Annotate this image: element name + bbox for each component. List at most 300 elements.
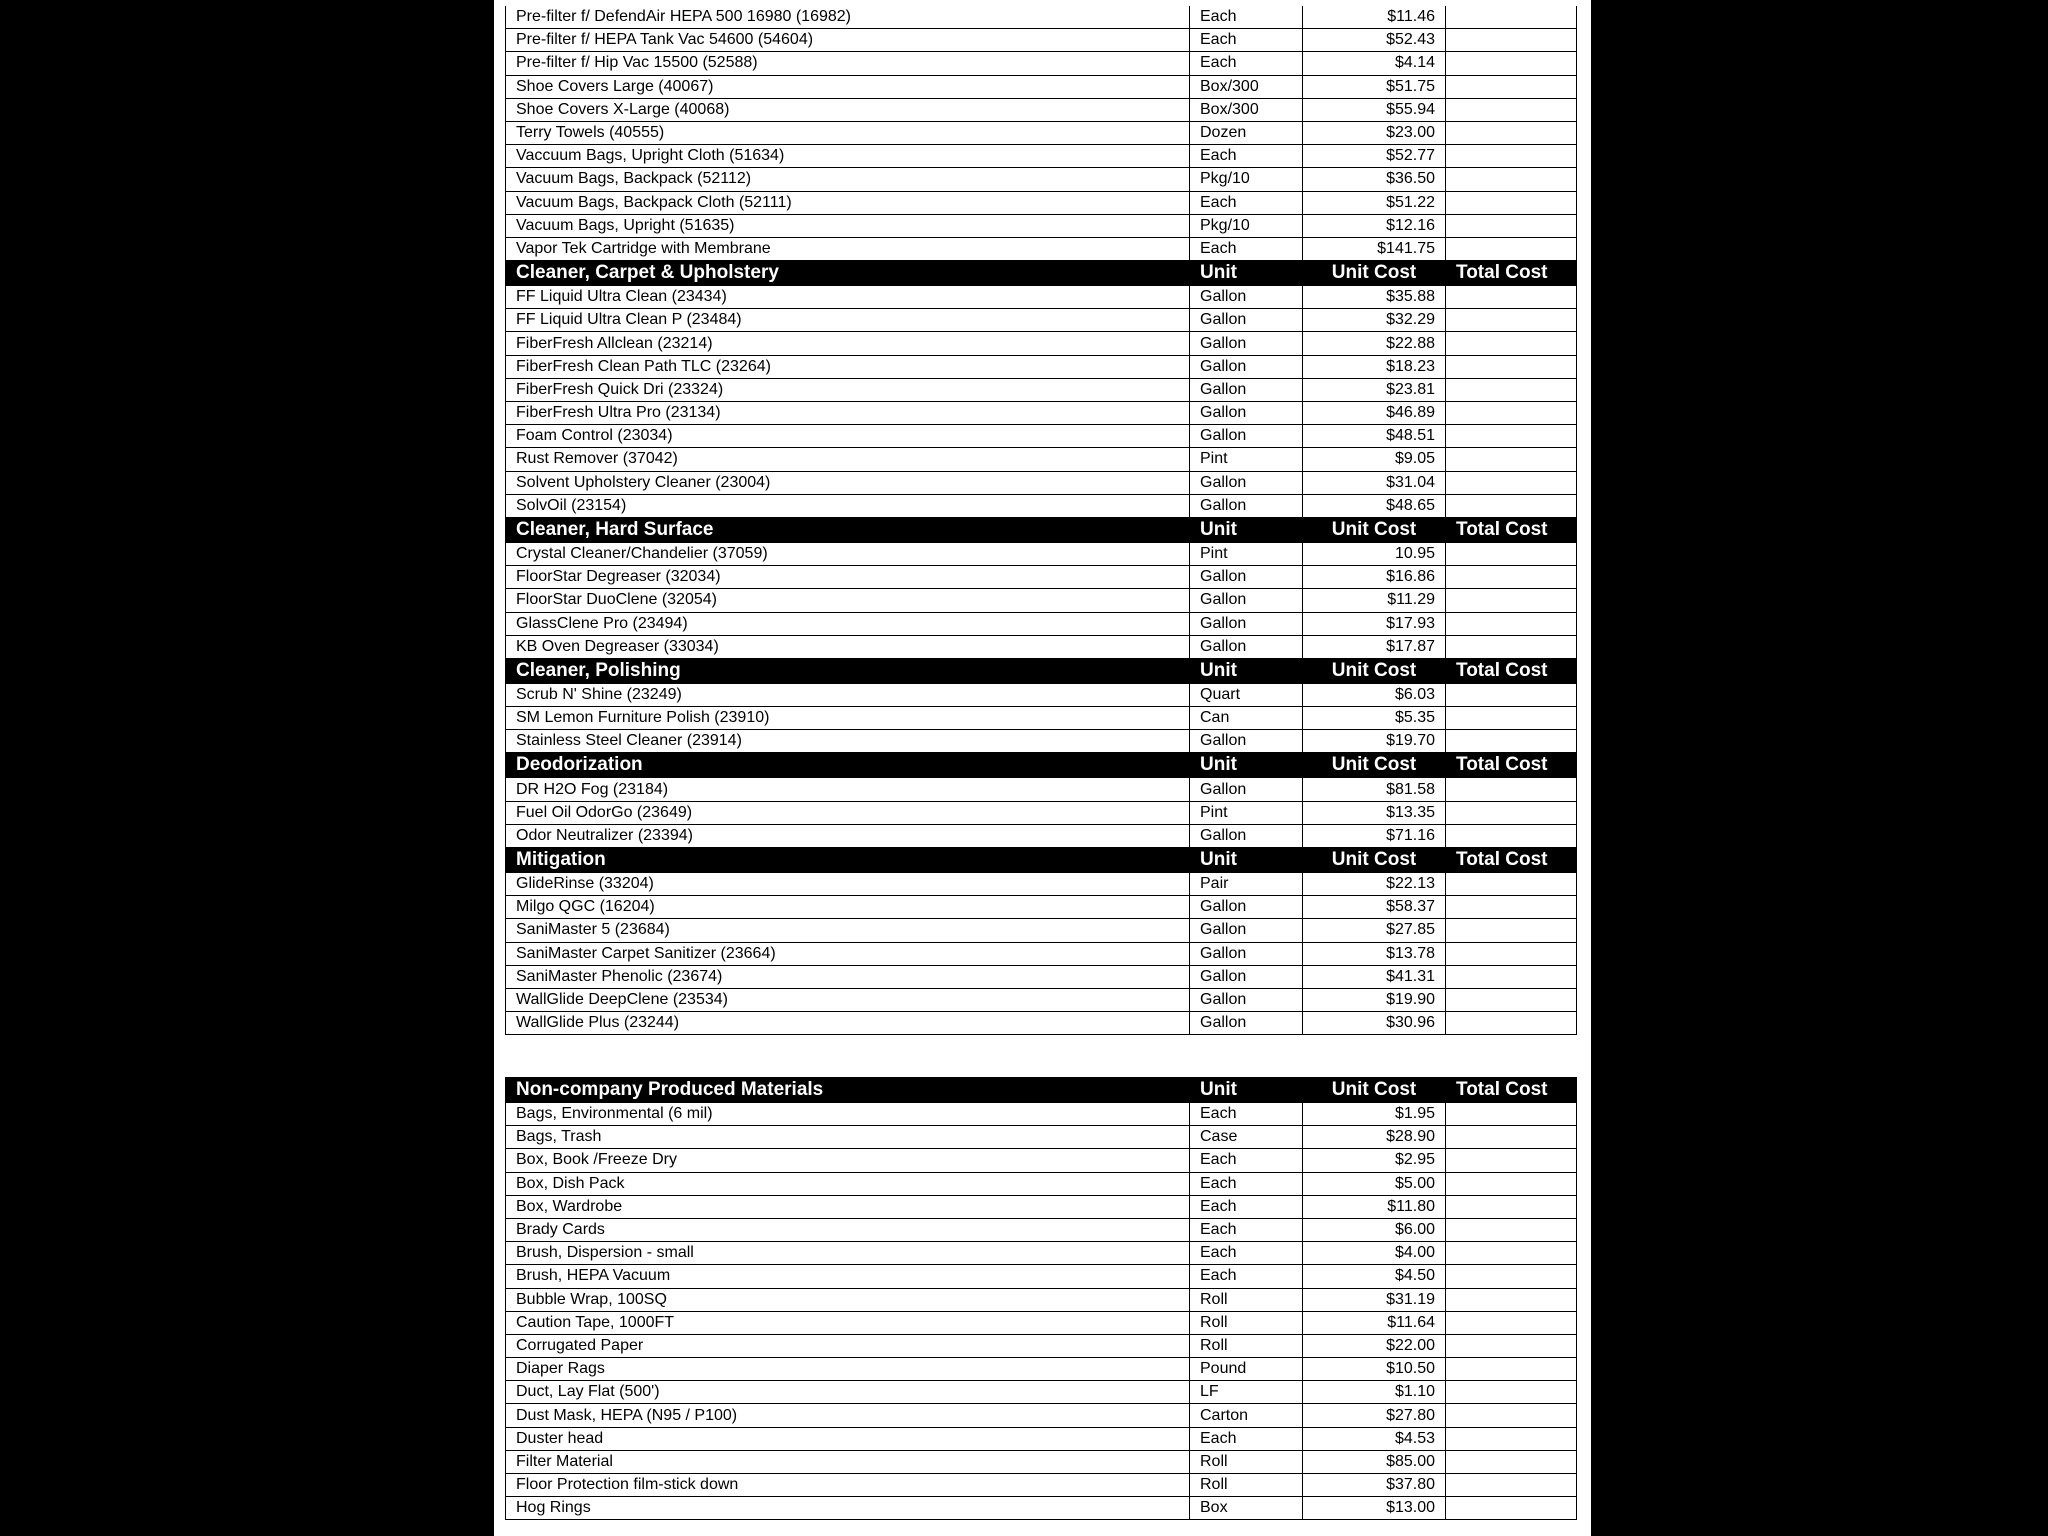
unit-cell: Gallon — [1190, 425, 1303, 448]
item-name-cell: Rust Remover (37042) — [506, 448, 1190, 471]
total-cost-cell — [1446, 988, 1577, 1011]
unit-cost-cell: $9.05 — [1303, 448, 1446, 471]
table-row — [506, 145, 1577, 168]
item-name-cell: DR H2O Fog (23184) — [506, 778, 1190, 801]
unit-cost-cell: $17.87 — [1303, 635, 1446, 658]
total-cost-column-header: Total Cost — [1446, 517, 1577, 542]
total-cost-cell — [1446, 1497, 1577, 1520]
unit-cost-cell: $5.35 — [1303, 707, 1446, 730]
section-header-row — [506, 848, 1577, 873]
total-cost-cell — [1446, 402, 1577, 425]
table-row — [506, 1012, 1577, 1035]
table-row — [506, 402, 1577, 425]
total-cost-cell — [1446, 1427, 1577, 1450]
unit-cell: Pint — [1190, 542, 1303, 565]
section-header-row — [506, 517, 1577, 542]
unit-cost-cell: $27.85 — [1303, 919, 1446, 942]
unit-cost-cell: $13.78 — [1303, 942, 1446, 965]
item-name-cell: Vacuum Bags, Backpack (52112) — [506, 168, 1190, 191]
total-cost-cell — [1446, 214, 1577, 237]
unit-cost-cell: $4.14 — [1303, 52, 1446, 75]
total-cost-cell — [1446, 542, 1577, 565]
table-row — [506, 566, 1577, 589]
unit-cell: Gallon — [1190, 635, 1303, 658]
total-cost-cell — [1446, 237, 1577, 260]
unit-cost-cell: $51.75 — [1303, 75, 1446, 98]
unit-cost-cell: $52.43 — [1303, 29, 1446, 52]
item-name-cell: Pre-filter f/ Hip Vac 15500 (52588) — [506, 52, 1190, 75]
total-cost-cell — [1446, 332, 1577, 355]
total-cost-cell — [1446, 1334, 1577, 1357]
unit-cost-cell: $22.00 — [1303, 1334, 1446, 1357]
unit-cell: Pkg/10 — [1190, 214, 1303, 237]
item-name-cell: Box, Dish Pack — [506, 1172, 1190, 1195]
unit-cell: Each — [1190, 29, 1303, 52]
unit-cost-cell: $10.50 — [1303, 1358, 1446, 1381]
unit-cost-cell: $141.75 — [1303, 237, 1446, 260]
unit-cost-column-header: Unit Cost — [1303, 848, 1446, 873]
table-row — [506, 1149, 1577, 1172]
total-cost-cell — [1446, 378, 1577, 401]
table-row — [506, 1427, 1577, 1450]
total-cost-cell — [1446, 896, 1577, 919]
total-cost-cell — [1446, 29, 1577, 52]
total-cost-cell — [1446, 942, 1577, 965]
table-row — [506, 801, 1577, 824]
total-cost-column-header: Total Cost — [1446, 848, 1577, 873]
table-row — [506, 919, 1577, 942]
total-cost-cell — [1446, 425, 1577, 448]
total-cost-cell — [1446, 145, 1577, 168]
table-row — [506, 286, 1577, 309]
total-cost-cell — [1446, 1288, 1577, 1311]
table-row — [506, 1195, 1577, 1218]
total-cost-cell — [1446, 6, 1577, 29]
table-row — [506, 1450, 1577, 1473]
unit-cell: Gallon — [1190, 824, 1303, 847]
table-row — [506, 1381, 1577, 1404]
item-name-cell: SaniMaster Phenolic (23674) — [506, 965, 1190, 988]
unit-cost-cell: $55.94 — [1303, 98, 1446, 121]
unit-cell: Each — [1190, 52, 1303, 75]
table-row — [506, 168, 1577, 191]
item-name-cell: Duster head — [506, 1427, 1190, 1450]
item-name-cell: Box, Book /Freeze Dry — [506, 1149, 1190, 1172]
total-cost-cell — [1446, 448, 1577, 471]
item-name-cell: Foam Control (23034) — [506, 425, 1190, 448]
total-cost-cell — [1446, 1218, 1577, 1241]
unit-cell: Gallon — [1190, 1012, 1303, 1035]
item-name-cell: Vapor Tek Cartridge with Membrane — [506, 237, 1190, 260]
unit-cost-cell: $12.16 — [1303, 214, 1446, 237]
unit-cost-cell: $16.86 — [1303, 566, 1446, 589]
table-row — [506, 6, 1577, 29]
unit-cost-cell: $11.46 — [1303, 6, 1446, 29]
item-name-cell: Caution Tape, 1000FT — [506, 1311, 1190, 1334]
table-row — [506, 214, 1577, 237]
unit-column-header: Unit — [1190, 753, 1303, 778]
table-row — [506, 378, 1577, 401]
item-name-cell: Pre-filter f/ DefendAir HEPA 500 16980 (16982) — [506, 6, 1190, 29]
unit-cell: Gallon — [1190, 309, 1303, 332]
item-name-cell: Brady Cards — [506, 1218, 1190, 1241]
table-row — [506, 332, 1577, 355]
unit-column-header: Unit — [1190, 1078, 1303, 1103]
total-cost-cell — [1446, 1012, 1577, 1035]
unit-cost-cell: $4.00 — [1303, 1242, 1446, 1265]
unit-cell: Each — [1190, 191, 1303, 214]
item-name-cell: WallGlide Plus (23244) — [506, 1012, 1190, 1035]
total-cost-cell — [1446, 683, 1577, 706]
table-row — [506, 355, 1577, 378]
table-row — [506, 612, 1577, 635]
total-cost-cell — [1446, 1103, 1577, 1126]
item-name-cell: FF Liquid Ultra Clean (23434) — [506, 286, 1190, 309]
unit-cell: Gallon — [1190, 730, 1303, 753]
unit-cell: Gallon — [1190, 612, 1303, 635]
total-cost-cell — [1446, 309, 1577, 332]
item-name-cell: FiberFresh Ultra Pro (23134) — [506, 402, 1190, 425]
table-row — [506, 1103, 1577, 1126]
item-name-cell: SolvOil (23154) — [506, 494, 1190, 517]
total-cost-cell — [1446, 965, 1577, 988]
item-name-cell: Solvent Upholstery Cleaner (23004) — [506, 471, 1190, 494]
unit-cost-column-header: Unit Cost — [1303, 658, 1446, 683]
total-cost-cell — [1446, 1450, 1577, 1473]
item-name-cell: FloorStar DuoClene (32054) — [506, 589, 1190, 612]
table-row — [506, 896, 1577, 919]
unit-cost-cell: $48.51 — [1303, 425, 1446, 448]
section-title: Cleaner, Polishing — [506, 658, 1190, 683]
unit-cost-cell: $5.00 — [1303, 1172, 1446, 1195]
item-name-cell: Bubble Wrap, 100SQ — [506, 1288, 1190, 1311]
item-name-cell: Brush, Dispersion - small — [506, 1242, 1190, 1265]
item-name-cell: Terry Towels (40555) — [506, 121, 1190, 144]
unit-cost-cell: $31.19 — [1303, 1288, 1446, 1311]
table-row — [506, 988, 1577, 1011]
unit-cell: Pint — [1190, 801, 1303, 824]
unit-cell: Gallon — [1190, 402, 1303, 425]
total-cost-cell — [1446, 707, 1577, 730]
unit-cost-cell: $13.35 — [1303, 801, 1446, 824]
unit-cell: Each — [1190, 237, 1303, 260]
table-row — [506, 425, 1577, 448]
total-cost-cell — [1446, 589, 1577, 612]
total-cost-cell — [1446, 566, 1577, 589]
item-name-cell: SaniMaster Carpet Sanitizer (23664) — [506, 942, 1190, 965]
unit-cell: Gallon — [1190, 332, 1303, 355]
unit-cell: Each — [1190, 1149, 1303, 1172]
unit-cost-cell: $2.95 — [1303, 1149, 1446, 1172]
item-name-cell: Shoe Covers X-Large (40068) — [506, 98, 1190, 121]
total-cost-cell — [1446, 121, 1577, 144]
table-row — [506, 75, 1577, 98]
unit-cost-cell: $51.22 — [1303, 191, 1446, 214]
section-title: Non-company Produced Materials — [506, 1078, 1190, 1103]
item-name-cell: Bags, Trash — [506, 1126, 1190, 1149]
table-row — [506, 1311, 1577, 1334]
total-cost-column-header: Total Cost — [1446, 261, 1577, 286]
table-row — [506, 730, 1577, 753]
item-name-cell: Stainless Steel Cleaner (23914) — [506, 730, 1190, 753]
total-cost-column-header: Total Cost — [1446, 658, 1577, 683]
unit-cost-cell: $4.53 — [1303, 1427, 1446, 1450]
unit-cell: Roll — [1190, 1474, 1303, 1497]
total-cost-cell — [1446, 1474, 1577, 1497]
table-row — [506, 98, 1577, 121]
unit-cost-cell: $52.77 — [1303, 145, 1446, 168]
unit-column-header: Unit — [1190, 517, 1303, 542]
table-row — [506, 683, 1577, 706]
unit-cell: Roll — [1190, 1450, 1303, 1473]
unit-cell: Gallon — [1190, 919, 1303, 942]
unit-cost-cell: $30.96 — [1303, 1012, 1446, 1035]
item-name-cell: Pre-filter f/ HEPA Tank Vac 54600 (54604) — [506, 29, 1190, 52]
table-row — [506, 542, 1577, 565]
table-row — [506, 1497, 1577, 1520]
price-table-non-company-materials — [505, 1077, 1577, 1520]
table-row — [506, 1334, 1577, 1357]
table-row — [506, 824, 1577, 847]
unit-cost-cell: $1.10 — [1303, 1381, 1446, 1404]
unit-cost-cell: $23.81 — [1303, 378, 1446, 401]
item-name-cell: FloorStar Degreaser (32034) — [506, 566, 1190, 589]
item-name-cell: FF Liquid Ultra Clean P (23484) — [506, 309, 1190, 332]
total-cost-cell — [1446, 1265, 1577, 1288]
total-cost-cell — [1446, 355, 1577, 378]
unit-cell: Case — [1190, 1126, 1303, 1149]
unit-cell: Gallon — [1190, 965, 1303, 988]
total-cost-cell — [1446, 471, 1577, 494]
unit-cost-cell: $35.88 — [1303, 286, 1446, 309]
unit-cost-cell: $27.80 — [1303, 1404, 1446, 1427]
table-row — [506, 1474, 1577, 1497]
item-name-cell: Scrub N' Shine (23249) — [506, 683, 1190, 706]
total-cost-cell — [1446, 75, 1577, 98]
unit-cost-cell: $17.93 — [1303, 612, 1446, 635]
total-cost-cell — [1446, 873, 1577, 896]
unit-cost-cell: $28.90 — [1303, 1126, 1446, 1149]
unit-cost-cell: $18.23 — [1303, 355, 1446, 378]
total-cost-cell — [1446, 730, 1577, 753]
unit-cell: Box/300 — [1190, 75, 1303, 98]
unit-cost-cell: $32.29 — [1303, 309, 1446, 332]
table-row — [506, 448, 1577, 471]
total-cost-cell — [1446, 1311, 1577, 1334]
unit-cell: Roll — [1190, 1288, 1303, 1311]
table-row — [506, 1288, 1577, 1311]
item-name-cell: FiberFresh Quick Dri (23324) — [506, 378, 1190, 401]
total-cost-cell — [1446, 778, 1577, 801]
total-cost-cell — [1446, 52, 1577, 75]
unit-cost-column-header: Unit Cost — [1303, 753, 1446, 778]
price-list-page — [494, 0, 1591, 1536]
item-name-cell: SaniMaster 5 (23684) — [506, 919, 1190, 942]
unit-cost-column-header: Unit Cost — [1303, 517, 1446, 542]
unit-cell: Gallon — [1190, 286, 1303, 309]
unit-cell: Gallon — [1190, 471, 1303, 494]
unit-cell: Gallon — [1190, 355, 1303, 378]
item-name-cell: Odor Neutralizer (23394) — [506, 824, 1190, 847]
item-name-cell: Vaccuum Bags, Upright Cloth (51634) — [506, 145, 1190, 168]
table-row — [506, 191, 1577, 214]
item-name-cell: Brush, HEPA Vacuum — [506, 1265, 1190, 1288]
total-cost-cell — [1446, 612, 1577, 635]
unit-cell: Pair — [1190, 873, 1303, 896]
unit-cost-cell: $19.90 — [1303, 988, 1446, 1011]
section-title: Cleaner, Carpet & Upholstery — [506, 261, 1190, 286]
unit-cost-cell: $58.37 — [1303, 896, 1446, 919]
item-name-cell: GlideRinse (33204) — [506, 873, 1190, 896]
total-cost-cell — [1446, 1358, 1577, 1381]
unit-cost-cell: $48.65 — [1303, 494, 1446, 517]
unit-cell: Each — [1190, 6, 1303, 29]
unit-cell: Pkg/10 — [1190, 168, 1303, 191]
section-header-row — [506, 1078, 1577, 1103]
table-row — [506, 29, 1577, 52]
table-row — [506, 309, 1577, 332]
unit-cost-cell: $22.88 — [1303, 332, 1446, 355]
unit-cost-cell: $23.00 — [1303, 121, 1446, 144]
total-cost-cell — [1446, 1172, 1577, 1195]
unit-cell: Pint — [1190, 448, 1303, 471]
unit-column-header: Unit — [1190, 658, 1303, 683]
item-name-cell: Filter Material — [506, 1450, 1190, 1473]
item-name-cell: Box, Wardrobe — [506, 1195, 1190, 1218]
table-row — [506, 121, 1577, 144]
item-name-cell: WallGlide DeepClene (23534) — [506, 988, 1190, 1011]
item-name-cell: Diaper Rags — [506, 1358, 1190, 1381]
table-row — [506, 942, 1577, 965]
unit-cost-column-header: Unit Cost — [1303, 1078, 1446, 1103]
unit-cost-cell: $46.89 — [1303, 402, 1446, 425]
section-header-row — [506, 658, 1577, 683]
unit-cell: Each — [1190, 1427, 1303, 1450]
item-name-cell: Dust Mask, HEPA (N95 / P100) — [506, 1404, 1190, 1427]
section-header-row — [506, 261, 1577, 286]
item-name-cell: Hog Rings — [506, 1497, 1190, 1520]
item-name-cell: KB Oven Degreaser (33034) — [506, 635, 1190, 658]
table-row — [506, 1126, 1577, 1149]
total-cost-cell — [1446, 1126, 1577, 1149]
section-title: Deodorization — [506, 753, 1190, 778]
unit-cell: Gallon — [1190, 896, 1303, 919]
unit-cell: Gallon — [1190, 778, 1303, 801]
unit-cost-cell: $31.04 — [1303, 471, 1446, 494]
unit-column-header: Unit — [1190, 261, 1303, 286]
unit-cell: Pound — [1190, 1358, 1303, 1381]
total-cost-column-header: Total Cost — [1446, 1078, 1577, 1103]
total-cost-cell — [1446, 98, 1577, 121]
total-cost-cell — [1446, 168, 1577, 191]
total-cost-cell — [1446, 286, 1577, 309]
total-cost-cell — [1446, 1149, 1577, 1172]
section-title: Cleaner, Hard Surface — [506, 517, 1190, 542]
unit-cell: Each — [1190, 1103, 1303, 1126]
unit-cell: Each — [1190, 1218, 1303, 1241]
unit-cell: Can — [1190, 707, 1303, 730]
price-table-chemicals — [505, 6, 1577, 1035]
unit-cost-cell: $6.03 — [1303, 683, 1446, 706]
table-row — [506, 707, 1577, 730]
total-cost-cell — [1446, 1404, 1577, 1427]
item-name-cell: SM Lemon Furniture Polish (23910) — [506, 707, 1190, 730]
unit-cost-cell: $41.31 — [1303, 965, 1446, 988]
unit-cell: Each — [1190, 145, 1303, 168]
unit-cost-cell: $85.00 — [1303, 1450, 1446, 1473]
unit-cell: Gallon — [1190, 988, 1303, 1011]
unit-cell: Gallon — [1190, 942, 1303, 965]
unit-cell: Box/300 — [1190, 98, 1303, 121]
table-row — [506, 1218, 1577, 1241]
table-row — [506, 1404, 1577, 1427]
total-cost-column-header: Total Cost — [1446, 753, 1577, 778]
unit-cell: Each — [1190, 1195, 1303, 1218]
unit-cell: Quart — [1190, 683, 1303, 706]
item-name-cell: Bags, Environmental (6 mil) — [506, 1103, 1190, 1126]
unit-cost-cell: $81.58 — [1303, 778, 1446, 801]
unit-cost-cell: $71.16 — [1303, 824, 1446, 847]
total-cost-cell — [1446, 1242, 1577, 1265]
unit-cost-cell: $13.00 — [1303, 1497, 1446, 1520]
unit-cell: Dozen — [1190, 121, 1303, 144]
table-row — [506, 589, 1577, 612]
total-cost-cell — [1446, 801, 1577, 824]
total-cost-cell — [1446, 494, 1577, 517]
table-row — [506, 873, 1577, 896]
item-name-cell: Vacuum Bags, Backpack Cloth (52111) — [506, 191, 1190, 214]
unit-cost-cell: $11.64 — [1303, 1311, 1446, 1334]
unit-cell: Each — [1190, 1172, 1303, 1195]
unit-cell: Gallon — [1190, 566, 1303, 589]
table-row — [506, 1265, 1577, 1288]
item-name-cell: GlassClene Pro (23494) — [506, 612, 1190, 635]
total-cost-cell — [1446, 1195, 1577, 1218]
unit-cell: LF — [1190, 1381, 1303, 1404]
item-name-cell: Vacuum Bags, Upright (51635) — [506, 214, 1190, 237]
section-header-row — [506, 753, 1577, 778]
table-row — [506, 1358, 1577, 1381]
unit-cell: Carton — [1190, 1404, 1303, 1427]
unit-cost-cell: $1.95 — [1303, 1103, 1446, 1126]
unit-column-header: Unit — [1190, 848, 1303, 873]
unit-cell: Roll — [1190, 1311, 1303, 1334]
total-cost-cell — [1446, 1381, 1577, 1404]
unit-cost-column-header: Unit Cost — [1303, 261, 1446, 286]
item-name-cell: Crystal Cleaner/Chandelier (37059) — [506, 542, 1190, 565]
unit-cell: Each — [1190, 1242, 1303, 1265]
item-name-cell: FiberFresh Allclean (23214) — [506, 332, 1190, 355]
unit-cost-cell: $36.50 — [1303, 168, 1446, 191]
unit-cost-cell: $4.50 — [1303, 1265, 1446, 1288]
table-row — [506, 778, 1577, 801]
unit-cell: Gallon — [1190, 589, 1303, 612]
unit-cost-cell: $37.80 — [1303, 1474, 1446, 1497]
unit-cell: Each — [1190, 1265, 1303, 1288]
table-row — [506, 1242, 1577, 1265]
table-row — [506, 965, 1577, 988]
item-name-cell: Milgo QGC (16204) — [506, 896, 1190, 919]
section-title: Mitigation — [506, 848, 1190, 873]
item-name-cell: Duct, Lay Flat (500') — [506, 1381, 1190, 1404]
total-cost-cell — [1446, 191, 1577, 214]
item-name-cell: Corrugated Paper — [506, 1334, 1190, 1357]
item-name-cell: Fuel Oil OdorGo (23649) — [506, 801, 1190, 824]
item-name-cell: FiberFresh Clean Path TLC (23264) — [506, 355, 1190, 378]
unit-cell: Roll — [1190, 1334, 1303, 1357]
table-row — [506, 1172, 1577, 1195]
total-cost-cell — [1446, 919, 1577, 942]
